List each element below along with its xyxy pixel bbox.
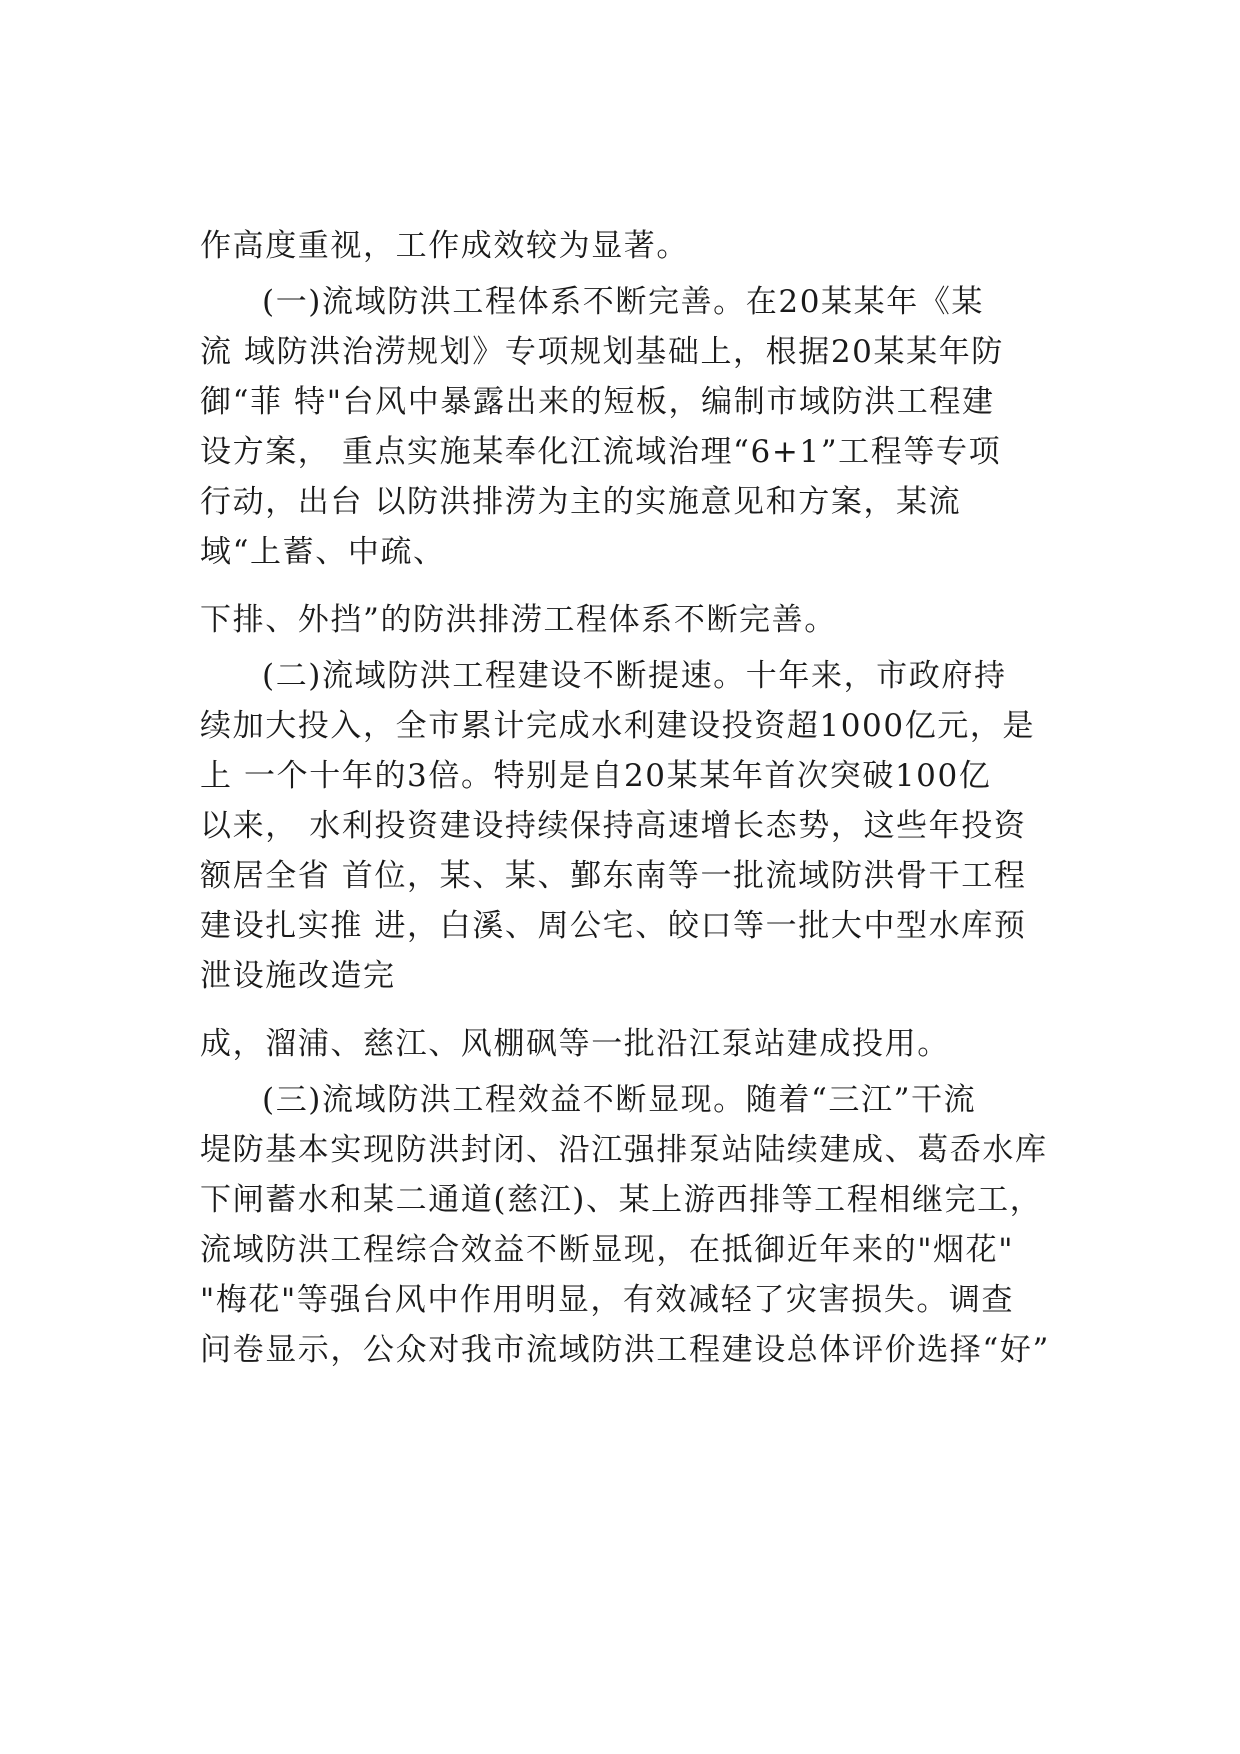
text-line: "梅花"等强台风中作用明显，有效减轻了灾害损失。调查 — [200, 1282, 1015, 1318]
text-line: 堤防基本实现防洪封闭、沿江强排泵站陆续建成、葛岙水库 — [200, 1132, 1048, 1168]
text-line: 下排、外挡”的防洪排涝工程体系不断完善。 — [200, 602, 837, 638]
text-line: 额居全省 首位，某、某、鄞东南等一批流域防洪骨干工程 — [200, 858, 1027, 894]
text-line: 流 域防洪治涝规划》专项规划基础上，根据20某某年防 — [200, 334, 1004, 370]
text-line: (二)流域防洪工程建设不断提速。十年来，市政府持 — [262, 658, 1007, 694]
text-line: 作高度重视，工作成效较为显著。 — [200, 228, 689, 264]
text-line: 问卷显示，公众对我市流域防洪工程建设总体评价选择“好” — [200, 1332, 1050, 1368]
text-line: 御“菲 特"台风中暴露出来的短板，编制市域防洪工程建 — [200, 384, 995, 420]
text-line: 行动，出台 以防洪排涝为主的实施意见和方案，某流 — [200, 484, 962, 520]
text-line: 成，溜浦、慈江、风棚砜等一批沿江泵站建成投用。 — [200, 1026, 950, 1062]
text-line: 下闸蓄水和某二通道(慈江)、某上游西排等工程相继完工， — [200, 1182, 1043, 1218]
text-line: 设方案， 重点实施某奉化江流域治理“6+1”工程等专项 — [200, 434, 1002, 470]
text-line: 泄设施改造完 — [200, 958, 396, 994]
text-line: (三)流域防洪工程效益不断显现。随着“三江”干流 — [262, 1082, 977, 1118]
text-line: 续加大投入，全市累计完成水利建设投资超1000亿元，是 — [200, 708, 1036, 744]
text-line: 以来， 水利投资建设持续保持高速增长态势，这些年投资 — [200, 808, 1027, 844]
text-line: 建设扎实推 进，白溪、周公宅、皎口等一批大中型水库预 — [200, 908, 1027, 944]
text-line: 域“上蓄、中疏、 — [200, 534, 446, 570]
text-line: (一)流域防洪工程体系不断完善。在20某某年《某 — [262, 284, 985, 320]
text-line: 上 一个十年的3倍。特别是自20某某年首次突破100亿 — [200, 758, 992, 794]
text-line: 流域防洪工程综合效益不断显现，在抵御近年来的"烟花" — [200, 1232, 1015, 1268]
